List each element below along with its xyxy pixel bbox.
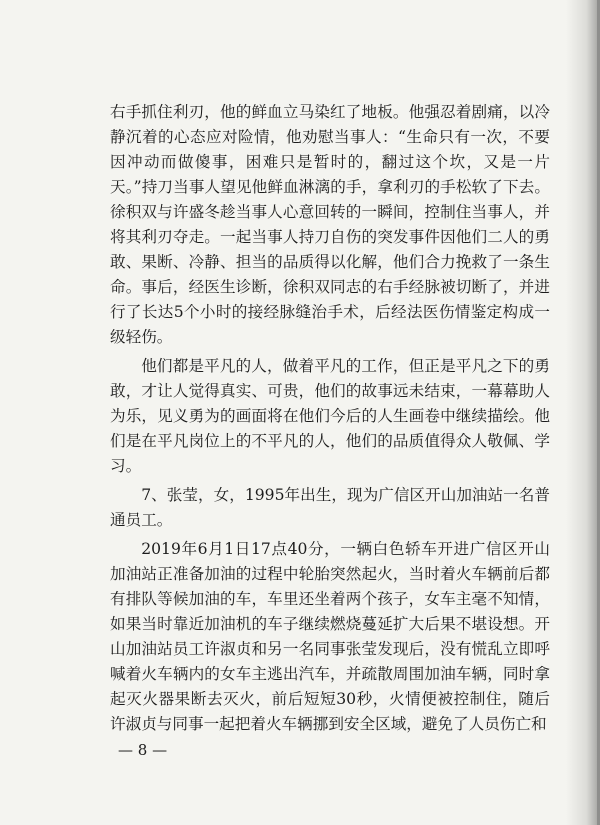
paragraph-1: 右手抓住利刃，他的鲜血立马染红了地板。他强忍着剧痛，以冷静沉着的心态应对险情，他劝慰当事人：“生命只有一次，不要因冲动而做傻事，困难只是暂时的，翻过这个坎，又是一片天。”持刀当事人望见他鲜血淋漓的手，拿利刃的手松软了下去。徐积双与许盛冬趁当事人心意回转的一瞬间，控制住当事人，并将其利刃夺走。一起当事人持刀自伤的突发事件因他们二人的勇敢、果断、冷静、担当的品质得以化解，他们合力挽救了一条生命。事后，经医生诊断，徐积双同志的右手经脉被切断了，并进行了长达5个小时的接经脉缝治手术，后经法医伤情鉴定构成一级轻伤。 [110, 103, 550, 346]
paragraph-2: 他们都是平凡的人，做着平凡的工作，但正是平凡之下的勇敢，才让人觉得真实、可贵，他们的故事远未结束，一幕幕助人为乐，见义勇为的画面将在他们今后的人生画卷中继续描绘。他们是在平凡岗位上的不平凡的人，他们的品质值得众人敬佩、学习。 [110, 357, 550, 475]
paragraph-3: 7、张莹，女，1995年出生，现为广信区开山加油站一名普通员工。 [110, 486, 550, 529]
paragraph-4: 2019年6月1日17点40分，一辆白色轿车开进广信区开山加油站正准备加油的过程中轮胎突然起火，当时着火车辆前后都有排队等候加油的车，车里还坐着两个孩子，女车主毫不知情，如果当时靠近加油机的车子继续燃烧蔓延扩大后果不堪设想。开山加油站员工许淑贞和另一名同事张莹发现后，没有慌乱立即呼喊着火车辆内的女车主逃出汽车，并疏散周围加油车辆，同时拿起灭火器果断去灭火，前后短短30秒，火情便被控制住，随后许淑贞与同事一起把着火车辆挪到安全区域，避免了人员伤亡和 [110, 540, 550, 733]
page-edge-shadow [566, 0, 600, 825]
body-text [110, 100, 550, 737]
page-number: — 8 — [118, 741, 168, 759]
